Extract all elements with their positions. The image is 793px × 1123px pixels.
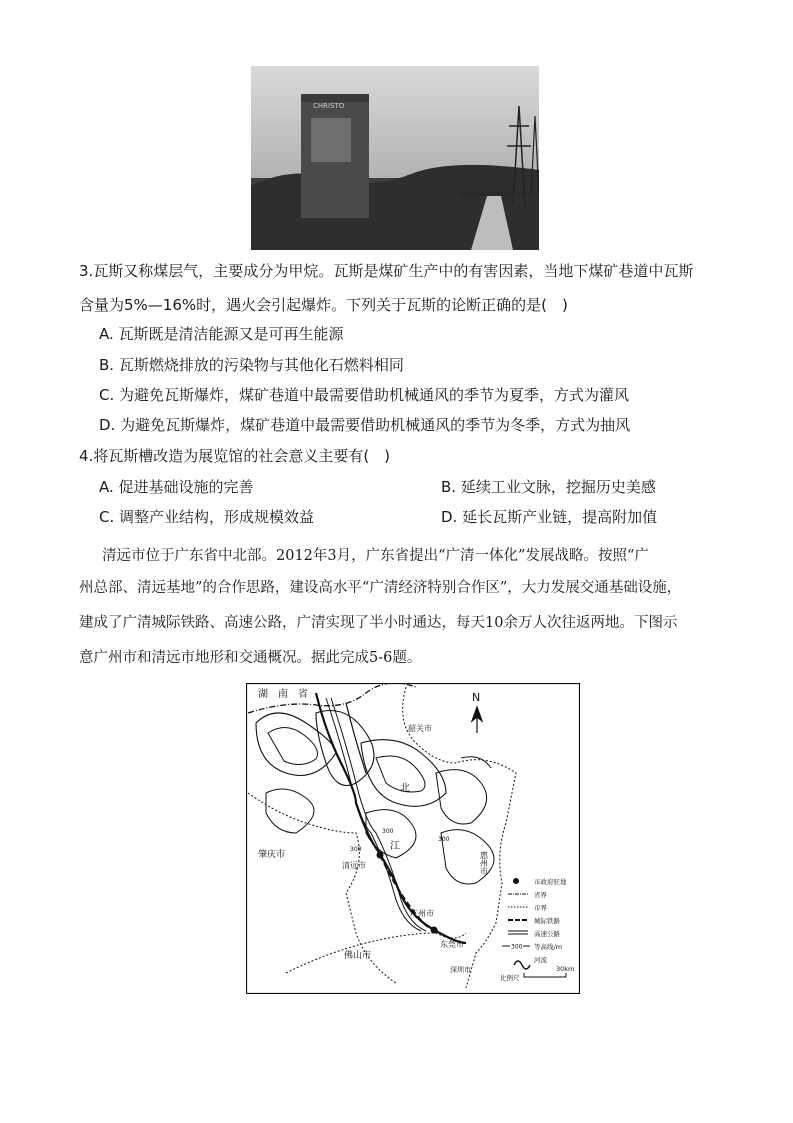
map-label-qingyuan: 清远市 bbox=[342, 861, 366, 870]
passage-line-4: 意广州市和清远市地形和交通概况。据此完成5-6题。 bbox=[79, 650, 422, 666]
scale-value: 30km bbox=[556, 965, 575, 973]
map-label-dongguan: 东莞市 bbox=[440, 940, 464, 949]
map-contour-300-a: 300 bbox=[350, 846, 362, 853]
passage-line-3: 建成了广清城际铁路、高速公路，广清实现了半小时通达，每天10余万人次往返两地。下图示 bbox=[79, 615, 678, 631]
map-contour-300-c: 300 bbox=[438, 836, 450, 843]
legend-river: 河流 bbox=[534, 956, 547, 964]
map-label-guangzhou: 广州市 bbox=[410, 909, 434, 918]
map-label-huizhou: 惠州市 bbox=[479, 851, 489, 875]
q4-stem: 4.将瓦斯槽改造为展览馆的社会意义主要有( ) bbox=[79, 447, 391, 465]
map-label-hunan: 湖 南 省 bbox=[258, 689, 308, 700]
map-contour-300-b: 300 bbox=[382, 828, 394, 835]
q3-option-b: B. 瓦斯燃烧排放的污染物与其他化石燃料相同 bbox=[99, 356, 404, 374]
q3-option-a: A. 瓦斯既是清洁能源又是可再生能源 bbox=[99, 325, 344, 343]
q4-option-b: B. 延续工业文脉，挖掘历史美感 bbox=[441, 478, 656, 496]
legend-city-seat: 市政府驻地 bbox=[534, 878, 567, 886]
legend-expressway: 高速公路 bbox=[534, 930, 560, 938]
q4-option-c: C. 调整产业结构，形成规模效益 bbox=[99, 508, 315, 526]
photo-sign-text: CHRISTO bbox=[313, 102, 345, 110]
q3-stem-line2: 含量为5%—16%时，遇火会引起爆炸。下列关于瓦斯的论断正确的是( ) bbox=[79, 296, 568, 314]
terrain-transport-map bbox=[246, 683, 580, 994]
gas-tank-photo bbox=[251, 66, 539, 250]
q4-option-d: D. 延长瓦斯产业链，提高附加值 bbox=[441, 508, 658, 526]
map-label-shaoguan: 韶关市 bbox=[408, 724, 432, 733]
map-north-label: N bbox=[472, 691, 481, 704]
q3-option-c: C. 为避免瓦斯爆炸，煤矿巷道中最需要借助机械通风的季节为夏季，方式为灌风 bbox=[99, 386, 630, 404]
legend-city-boundary: 市界 bbox=[534, 904, 547, 912]
map-label-foshan: 佛山市 bbox=[344, 951, 372, 961]
passage-line-2: 州总部、清远基地”的合作思路，建设高水平“广清经济特别合作区”，大力发展交通基础设施， bbox=[79, 580, 682, 596]
legend-intercity-rail: 城际铁路 bbox=[534, 917, 560, 925]
passage-line-1: 清远市位于广东省中北部。2012年3月，广东省提出“广清一体化”发展战略。按照“广 bbox=[102, 548, 649, 564]
q3-option-d: D. 为避免瓦斯爆炸，煤矿巷道中最需要借助机械通风的季节为冬季，方式为抽风 bbox=[99, 416, 631, 434]
map-label-zhaoqing: 肇庆市 bbox=[258, 850, 286, 860]
q3-stem-line1: 3.瓦斯又称煤层气，主要成分为甲烷。瓦斯是煤矿生产中的有害因素，当地下煤矿巷道中瓦斯 bbox=[79, 262, 694, 280]
map-label-jiang: 江 bbox=[390, 841, 400, 852]
map-label-shenzhen: 深圳市 bbox=[450, 966, 471, 974]
legend-province-boundary: 省界 bbox=[534, 891, 547, 899]
q4-option-a: A. 促进基础设施的完善 bbox=[99, 478, 254, 496]
scale-title: 比例尺 bbox=[500, 974, 520, 982]
legend-contour-value: 300 bbox=[511, 943, 523, 951]
map-label-bei: 北 bbox=[400, 783, 410, 794]
legend-contour: 等高线/m bbox=[534, 943, 563, 951]
